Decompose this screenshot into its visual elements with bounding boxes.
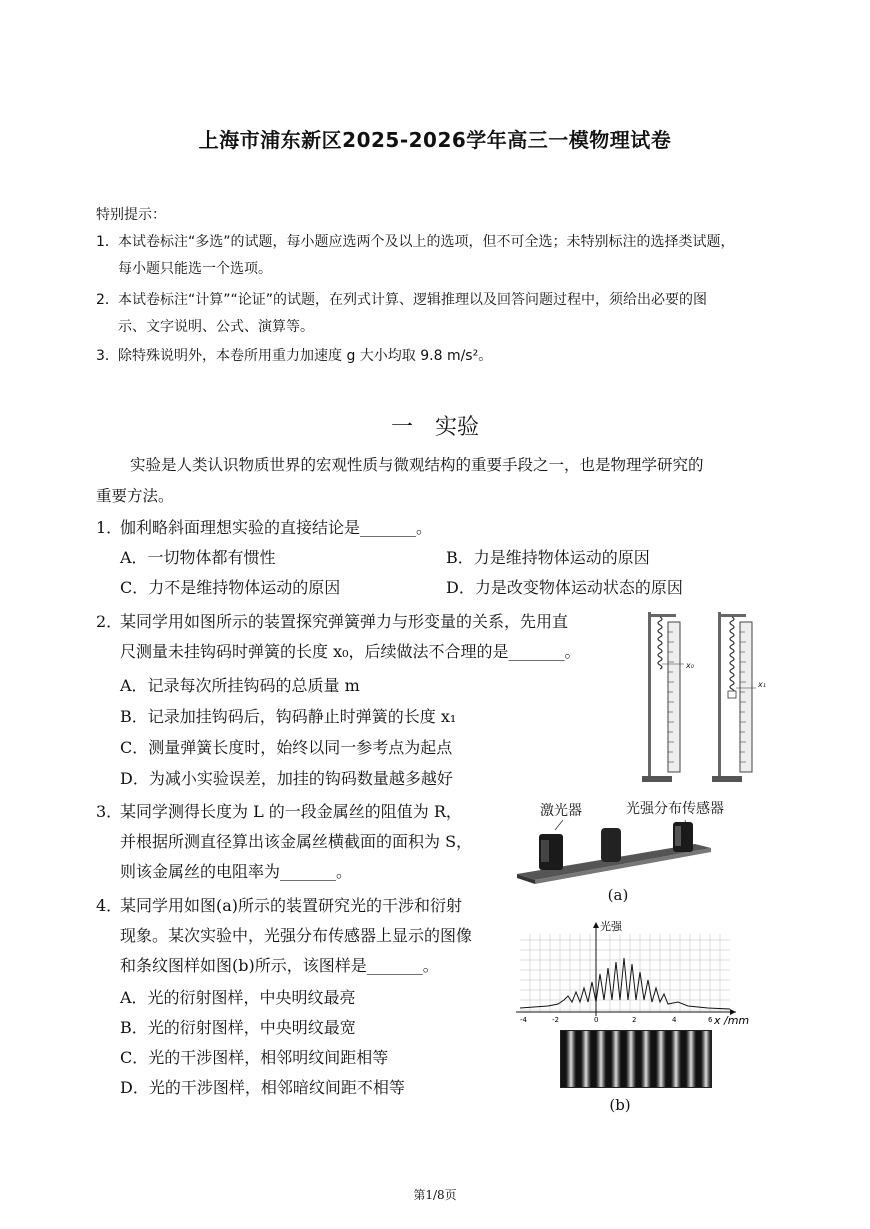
question-4-option-a: A．光的衍射图样，中央明纹最亮 xyxy=(120,988,356,1007)
question-1-option-d: D．力是改变物体运动状态的原因 xyxy=(446,578,683,597)
notice-item-2-line1: 本试卷标注“计算”“论证”的试题，在列式计算、逻辑推理以及回答问题过程中，须给出必要的图 xyxy=(118,292,708,308)
question-2-stem-line2: 尺测量未挂钩码时弹簧的长度 x₀，后续做法不合理的是_______。 xyxy=(120,642,581,661)
question-4-stem-line1: 某同学用如图(a)所示的装置研究光的干涉和衍射 xyxy=(120,896,463,915)
section-intro-line2: 重要方法。 xyxy=(96,487,174,505)
spring-stand-2 xyxy=(712,612,756,782)
notice-item-1-line2: 每小题只能选一个选项。 xyxy=(118,261,272,277)
page-number: 第1/8页 xyxy=(413,1188,457,1202)
question-3-stem-line3: 则该金属丝的电阻率为_______。 xyxy=(120,862,353,881)
section-intro-line1: 实验是人类认识物质世界的宏观性质与微观结构的重要手段之一，也是物理学研究的 xyxy=(130,456,704,474)
apparatus-caption: (a) xyxy=(607,886,629,904)
graph-tick-6: 6 xyxy=(708,1016,713,1024)
question-1-num: 1． xyxy=(96,518,123,537)
notice-item-2-num: 2． xyxy=(96,292,119,308)
spring-label-x1: x₁ xyxy=(758,680,766,689)
question-3-num: 3． xyxy=(96,802,123,821)
graph-tick-neg4: -4 xyxy=(520,1016,527,1024)
question-3-stem-line1: 某同学测得长度为 L 的一段金属丝的阻值为 R， xyxy=(120,802,462,821)
graph-tick-0: 0 xyxy=(594,1016,599,1024)
section-title: 一 实验 xyxy=(390,415,479,440)
question-4-num: 4． xyxy=(96,896,123,915)
intensity-graph xyxy=(508,918,758,1030)
question-1-stem: 伽利略斜面理想实验的直接结论是_______。 xyxy=(120,518,433,537)
spring-stand-1 xyxy=(642,612,684,782)
question-4-option-c: C．光的干涉图样，相邻明纹间距相等 xyxy=(120,1048,389,1067)
question-1-option-c: C．力不是维持物体运动的原因 xyxy=(120,578,341,597)
page-title: 上海市浦东新区2025-2026学年高三一模物理试卷 xyxy=(198,128,672,152)
notice-heading: 特别提示： xyxy=(96,207,166,223)
question-2-option-c: C．测量弹簧长度时，始终以同一参考点为起点 xyxy=(120,738,453,757)
graph-xlabel: x /mm xyxy=(714,1014,750,1027)
question-4-stem-line2: 现象。某次实验中，光强分布传感器上显示的图像 xyxy=(120,926,473,945)
question-1-option-b: B．力是维持物体运动的原因 xyxy=(446,548,650,567)
question-1-option-a: A．一切物体都有惯性 xyxy=(120,548,276,567)
question-4-option-d: D．光的干涉图样，相邻暗纹间距不相等 xyxy=(120,1078,405,1097)
question-4-stem-line3: 和条纹图样如图(b)所示，该图样是_______。 xyxy=(120,956,439,975)
laser-apparatus-figure xyxy=(515,818,715,884)
graph-tick-4: 4 xyxy=(672,1016,677,1024)
question-2-option-a: A．记录每次所挂钩码的总质量 m xyxy=(120,676,360,695)
notice-item-2-line2: 示、文字说明、公式、演算等。 xyxy=(118,319,314,335)
question-2-option-b: B．记录加挂钩码后，钩码静止时弹簧的长度 x₁ xyxy=(120,707,457,726)
question-3-stem-line2: 并根据所测直径算出该金属丝横截面的面积为 S， xyxy=(120,832,473,851)
graph-tick-neg2: -2 xyxy=(552,1016,559,1024)
question-2-num: 2． xyxy=(96,612,123,631)
apparatus-label-sensor: 光强分布传感器 xyxy=(626,801,724,817)
notice-item-1-line1: 本试卷标注“多选”的试题，每小题应选两个及以上的选项，但不可全选；未特别标注的选择类试题， xyxy=(118,234,735,250)
pattern-caption: (b) xyxy=(609,1096,631,1114)
question-4-option-b: B．光的衍射图样，中央明纹最宽 xyxy=(120,1018,356,1037)
notice-item-3-line1: 除特殊说明外，本卷所用重力加速度 g 大小均取 9.8 m/s²。 xyxy=(118,348,493,364)
fringe-pattern-image xyxy=(560,1030,712,1088)
graph-ylabel: 光强 xyxy=(600,920,622,933)
notice-item-3-num: 3． xyxy=(96,348,119,364)
apparatus-label-laser: 激光器 xyxy=(540,803,582,819)
spring-label-x0: x₀ xyxy=(686,661,694,670)
notice-item-1-num: 1． xyxy=(96,234,119,250)
spring-apparatus-figure xyxy=(640,608,780,788)
question-2-option-d: D．为减小实验误差，加挂的钩码数量越多越好 xyxy=(120,769,453,788)
question-2-stem-line1: 某同学用如图所示的装置探究弹簧弹力与形变量的关系，先用直 xyxy=(120,612,569,631)
graph-tick-2: 2 xyxy=(632,1016,637,1024)
